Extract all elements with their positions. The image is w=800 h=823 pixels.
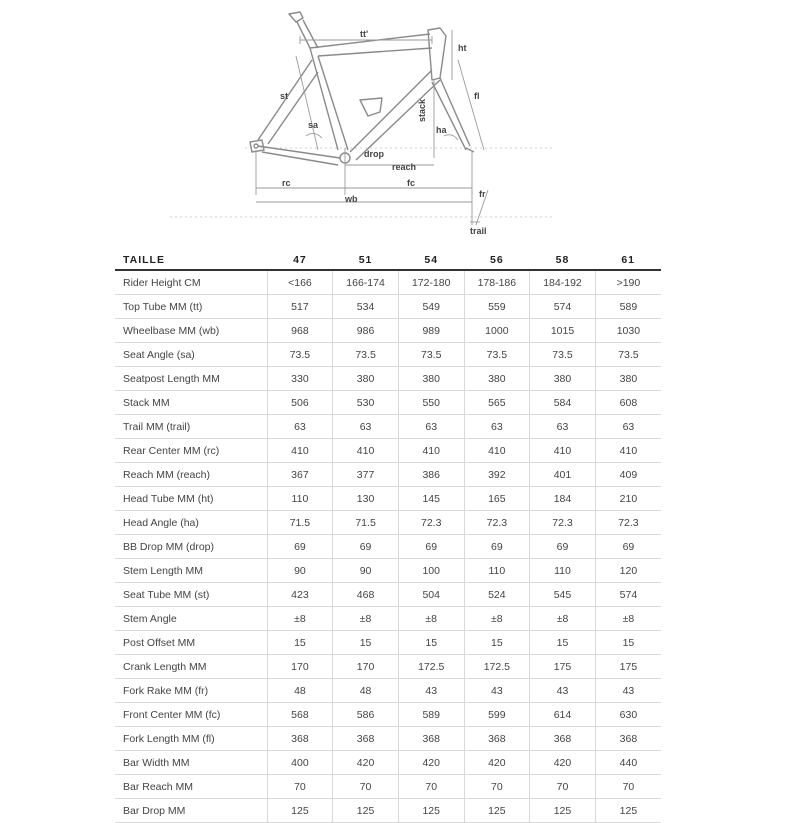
table-cell: 72.3: [398, 511, 464, 535]
table-cell: 43: [595, 679, 661, 703]
dimension-lines: [256, 30, 488, 225]
table-cell: <166: [267, 270, 333, 295]
geometry-table: [115, 250, 661, 823]
size-column-header: 51: [333, 250, 399, 270]
label-stack: stack: [417, 98, 427, 122]
table-cell: 70: [530, 775, 596, 799]
table-cell: 368: [333, 727, 399, 751]
table-row: [115, 367, 661, 391]
table-cell: 524: [464, 583, 530, 607]
table-row: [115, 775, 661, 799]
table-cell: ±8: [464, 607, 530, 631]
table-cell: 43: [530, 679, 596, 703]
table-cell: 145: [398, 487, 464, 511]
row-label: Rider Height CM: [115, 270, 267, 295]
table-cell: 178-186: [464, 270, 530, 295]
table-cell: 1015: [530, 319, 596, 343]
table-cell: 368: [530, 727, 596, 751]
label-fc: fc: [407, 178, 416, 188]
table-row: [115, 295, 661, 319]
table-cell: 586: [333, 703, 399, 727]
table-cell: ±8: [333, 607, 399, 631]
table-cell: 599: [464, 703, 530, 727]
table-cell: 71.5: [267, 511, 333, 535]
row-label: Bar Width MM: [115, 751, 267, 775]
table-cell: 506: [267, 391, 333, 415]
table-cell: 69: [267, 535, 333, 559]
row-label: Front Center MM (fc): [115, 703, 267, 727]
table-cell: 410: [333, 439, 399, 463]
table-cell: 614: [530, 703, 596, 727]
size-column-header: 56: [464, 250, 530, 270]
table-cell: ±8: [267, 607, 333, 631]
row-label: Reach MM (reach): [115, 463, 267, 487]
table-cell: >190: [595, 270, 661, 295]
table-cell: 517: [267, 295, 333, 319]
table-row: [115, 535, 661, 559]
table-cell: 125: [267, 799, 333, 823]
table-cell: 380: [398, 367, 464, 391]
table-cell: 420: [464, 751, 530, 775]
table-cell: 73.5: [398, 343, 464, 367]
table-cell: 70: [267, 775, 333, 799]
bike-geometry-diagram: [0, 0, 800, 245]
table-cell: 43: [398, 679, 464, 703]
row-label: Head Tube MM (ht): [115, 487, 267, 511]
table-cell: 166-174: [333, 270, 399, 295]
table-cell: 423: [267, 583, 333, 607]
table-row: [115, 607, 661, 631]
table-cell: 73.5: [530, 343, 596, 367]
table-cell: 170: [333, 655, 399, 679]
table-cell: 125: [595, 799, 661, 823]
table-cell: 440: [595, 751, 661, 775]
table-cell: 63: [333, 415, 399, 439]
table-cell: 110: [267, 487, 333, 511]
label-fr: fr: [479, 189, 486, 199]
table-cell: 120: [595, 559, 661, 583]
table-row: [115, 751, 661, 775]
table-cell: 48: [333, 679, 399, 703]
table-cell: 400: [267, 751, 333, 775]
label-tt: tt': [360, 29, 369, 39]
table-cell: 989: [398, 319, 464, 343]
table-cell: 410: [464, 439, 530, 463]
table-cell: 589: [398, 703, 464, 727]
table-cell: 73.5: [267, 343, 333, 367]
table-cell: 367: [267, 463, 333, 487]
table-cell: 550: [398, 391, 464, 415]
table-cell: 368: [267, 727, 333, 751]
table-cell: 630: [595, 703, 661, 727]
table-row: [115, 319, 661, 343]
table-row: [115, 559, 661, 583]
table-row: [115, 391, 661, 415]
table-cell: 69: [464, 535, 530, 559]
table-cell: 63: [530, 415, 596, 439]
table-cell: 72.3: [464, 511, 530, 535]
label-reach: reach: [392, 162, 417, 172]
table-cell: 409: [595, 463, 661, 487]
row-label: Trail MM (trail): [115, 415, 267, 439]
table-row: [115, 703, 661, 727]
table-cell: 184-192: [530, 270, 596, 295]
table-cell: 175: [530, 655, 596, 679]
table-cell: 15: [267, 631, 333, 655]
table-cell: 380: [595, 367, 661, 391]
table-row: [115, 511, 661, 535]
table-cell: 70: [595, 775, 661, 799]
table-header-row: [115, 250, 661, 270]
table-cell: 410: [267, 439, 333, 463]
table-cell: 90: [267, 559, 333, 583]
table-cell: 574: [595, 583, 661, 607]
table-cell: 15: [398, 631, 464, 655]
table-cell: 545: [530, 583, 596, 607]
table-row: [115, 799, 661, 823]
size-column-header: 54: [398, 250, 464, 270]
size-column-header: 58: [530, 250, 596, 270]
table-cell: 69: [530, 535, 596, 559]
row-label: Seat Tube MM (st): [115, 583, 267, 607]
table-cell: 15: [464, 631, 530, 655]
table-row: [115, 487, 661, 511]
table-cell: 69: [333, 535, 399, 559]
table-cell: 125: [464, 799, 530, 823]
label-ha: ha: [436, 125, 447, 135]
table-cell: 368: [398, 727, 464, 751]
table-cell: 968: [267, 319, 333, 343]
table-cell: 110: [530, 559, 596, 583]
table-cell: 73.5: [595, 343, 661, 367]
table-cell: 420: [530, 751, 596, 775]
row-label: Bar Reach MM: [115, 775, 267, 799]
table-cell: 1000: [464, 319, 530, 343]
table-cell: 401: [530, 463, 596, 487]
table-cell: 589: [595, 295, 661, 319]
table-cell: 63: [464, 415, 530, 439]
table-cell: 504: [398, 583, 464, 607]
row-label: Bar Drop MM: [115, 799, 267, 823]
table-row: [115, 270, 661, 295]
row-label: Stem Length MM: [115, 559, 267, 583]
table-cell: 72.3: [530, 511, 596, 535]
table-cell: ±8: [530, 607, 596, 631]
table-cell: 392: [464, 463, 530, 487]
table-cell: 559: [464, 295, 530, 319]
label-ht: ht: [458, 43, 467, 53]
table-row: [115, 655, 661, 679]
table-cell: 380: [464, 367, 530, 391]
table-cell: 172.5: [398, 655, 464, 679]
row-label: Crank Length MM: [115, 655, 267, 679]
table-row: [115, 583, 661, 607]
table-cell: 986: [333, 319, 399, 343]
table-cell: 330: [267, 367, 333, 391]
table-cell: 172-180: [398, 270, 464, 295]
table-cell: 549: [398, 295, 464, 319]
table-cell: 420: [398, 751, 464, 775]
label-st: st: [280, 91, 289, 101]
table-cell: 368: [595, 727, 661, 751]
label-rc: rc: [282, 178, 291, 188]
table-cell: 71.5: [333, 511, 399, 535]
table-cell: 69: [398, 535, 464, 559]
table-cell: 172.5: [464, 655, 530, 679]
table-cell: 70: [464, 775, 530, 799]
table-cell: 15: [595, 631, 661, 655]
row-label: Wheelbase MM (wb): [115, 319, 267, 343]
table-cell: 574: [530, 295, 596, 319]
table-row: [115, 679, 661, 703]
row-label: Rear Center MM (rc): [115, 439, 267, 463]
table-cell: 125: [333, 799, 399, 823]
table-cell: 63: [595, 415, 661, 439]
table-cell: 608: [595, 391, 661, 415]
table-cell: 410: [530, 439, 596, 463]
table-row: [115, 463, 661, 487]
table-cell: 175: [595, 655, 661, 679]
table-cell: 468: [333, 583, 399, 607]
row-label: Head Angle (ha): [115, 511, 267, 535]
table-cell: 584: [530, 391, 596, 415]
row-label: Fork Rake MM (fr): [115, 679, 267, 703]
table-cell: 110: [464, 559, 530, 583]
table-cell: 125: [530, 799, 596, 823]
table-cell: 170: [267, 655, 333, 679]
table-cell: 530: [333, 391, 399, 415]
table-cell: ±8: [398, 607, 464, 631]
table-cell: 1030: [595, 319, 661, 343]
size-column-header: 47: [267, 250, 333, 270]
table-cell: 410: [398, 439, 464, 463]
table-row: [115, 343, 661, 367]
table-cell: 568: [267, 703, 333, 727]
table-cell: 184: [530, 487, 596, 511]
size-column-header: 61: [595, 250, 661, 270]
table-cell: 15: [530, 631, 596, 655]
table-cell: 386: [398, 463, 464, 487]
row-label: Top Tube MM (tt): [115, 295, 267, 319]
table-cell: 380: [333, 367, 399, 391]
label-fl: fl: [474, 91, 480, 101]
table-cell: 410: [595, 439, 661, 463]
table-cell: 73.5: [333, 343, 399, 367]
table-cell: 377: [333, 463, 399, 487]
table-row: [115, 415, 661, 439]
table-cell: 72.3: [595, 511, 661, 535]
table-row: [115, 727, 661, 751]
label-drop: drop: [364, 149, 384, 159]
table-cell: 130: [333, 487, 399, 511]
row-label: Seatpost Length MM: [115, 367, 267, 391]
size-header-label: TAILLE: [115, 250, 267, 270]
table-cell: ±8: [595, 607, 661, 631]
table-cell: 534: [333, 295, 399, 319]
row-label: Fork Length MM (fl): [115, 727, 267, 751]
table-cell: 210: [595, 487, 661, 511]
label-sa: sa: [308, 120, 319, 130]
label-wb: wb: [345, 194, 358, 204]
table-cell: 380: [530, 367, 596, 391]
table-row: [115, 439, 661, 463]
table-cell: 63: [398, 415, 464, 439]
label-trail: trail: [470, 226, 487, 236]
table-cell: 565: [464, 391, 530, 415]
table-cell: 43: [464, 679, 530, 703]
row-label: Stem Angle: [115, 607, 267, 631]
table-cell: 48: [267, 679, 333, 703]
row-label: Post Offset MM: [115, 631, 267, 655]
table-cell: 420: [333, 751, 399, 775]
table-cell: 90: [333, 559, 399, 583]
row-label: Stack MM: [115, 391, 267, 415]
table-cell: 69: [595, 535, 661, 559]
table-cell: 63: [267, 415, 333, 439]
table-cell: 165: [464, 487, 530, 511]
table-cell: 368: [464, 727, 530, 751]
row-label: BB Drop MM (drop): [115, 535, 267, 559]
table-cell: 70: [333, 775, 399, 799]
table-cell: 73.5: [464, 343, 530, 367]
table-cell: 15: [333, 631, 399, 655]
table-cell: 100: [398, 559, 464, 583]
row-label: Seat Angle (sa): [115, 343, 267, 367]
table-cell: 125: [398, 799, 464, 823]
table-row: [115, 631, 661, 655]
table-cell: 70: [398, 775, 464, 799]
